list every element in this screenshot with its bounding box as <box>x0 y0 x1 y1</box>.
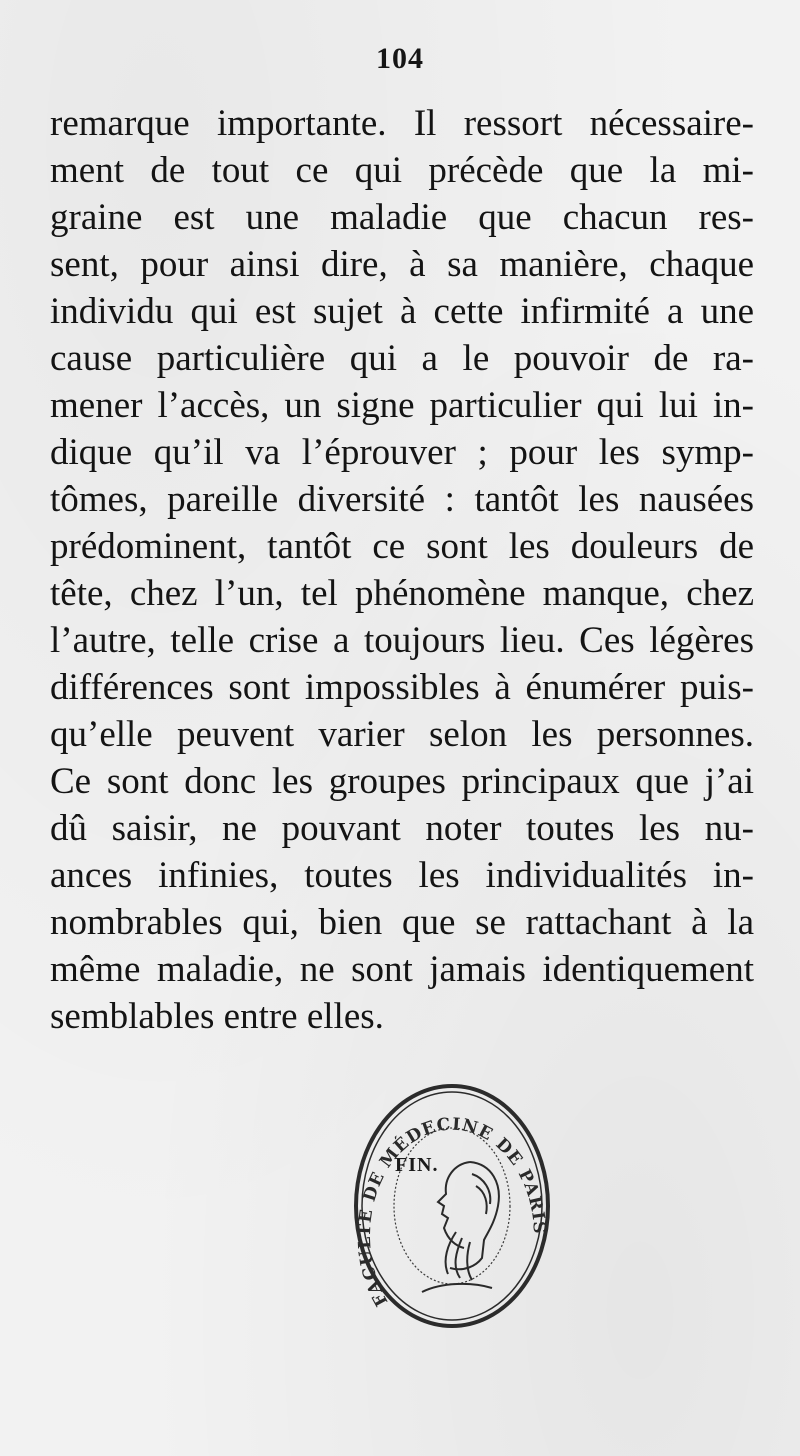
text-line: cause particulière qui a le pouvoir de ra- <box>50 338 754 379</box>
text-line: même maladie, ne sont jamais identiquement <box>50 949 754 990</box>
text-line: tête, chez l’un, tel phénomène manque, chez <box>50 573 754 614</box>
text-line: mener l’accès, un signe particulier qui lui in- <box>50 385 754 426</box>
text-line: semblables entre elles. <box>50 996 384 1037</box>
text-line: nombrables qui, bien que se rattachant à la <box>50 902 754 943</box>
text-line: dû saisir, ne pouvant noter toutes les nu- <box>50 808 754 849</box>
body-text <box>50 100 754 1040</box>
stamp-portrait <box>422 1162 499 1292</box>
text-line: individu qui est sujet à cette infirmité a une <box>50 291 754 332</box>
text-line: l’autre, telle crise a toujours lieu. Ces légères <box>50 620 754 661</box>
text-line: prédominent, tantôt ce sont les douleurs de <box>50 526 754 567</box>
text-line: qu’elle peuvent varier selon les personnes. <box>50 714 754 755</box>
text-line: sent, pour ainsi dire, à sa manière, chaque <box>50 244 754 285</box>
library-stamp <box>352 1082 552 1330</box>
text-line: ment de tout ce qui précède que la mi- <box>50 150 754 191</box>
stamp-seal-icon <box>352 1082 552 1330</box>
text-line: ances infinies, toutes les individualités in- <box>50 855 754 896</box>
end-mark: FIN. <box>395 1154 439 1176</box>
text-line: différences sont impossibles à énumérer puis- <box>50 667 754 708</box>
text-line: remarque importante. Il ressort nécessaire- <box>50 103 754 144</box>
text-line: tômes, pareille diversité : tantôt les nausées <box>50 479 754 520</box>
stamp-text: FACULTÉ DE MÉDECINE DE PARIS <box>354 1114 550 1310</box>
text-line: Ce sont donc les groupes principaux que j’ai <box>50 761 754 802</box>
page-number: 104 <box>376 42 424 75</box>
text-line: graine est une maladie que chacun res- <box>50 197 754 238</box>
text-line: dique qu’il va l’éprouver ; pour les symp- <box>50 432 754 473</box>
